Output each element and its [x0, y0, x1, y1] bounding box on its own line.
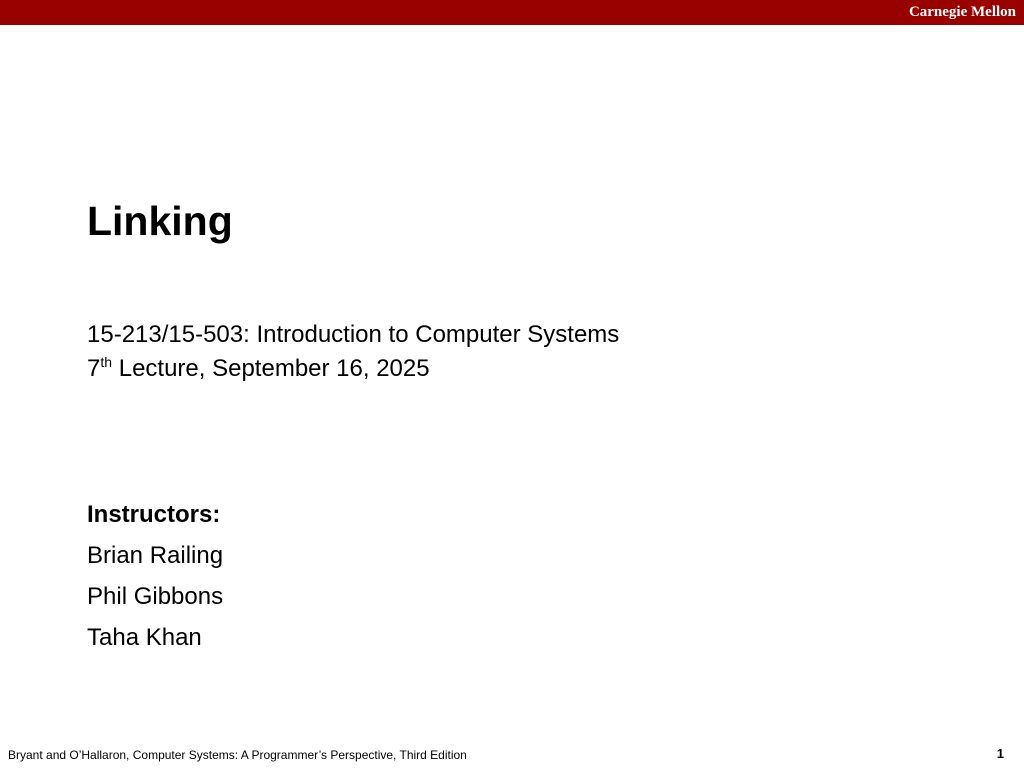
lecture-number: 7 — [87, 355, 101, 382]
instructors-heading: Instructors: — [87, 501, 221, 528]
lecture-line — [87, 352, 619, 386]
lecture-suffix: th — [100, 354, 113, 370]
course-line: 15-213/15-503: Introduction to Computer Systems — [87, 321, 620, 348]
course-info — [87, 318, 619, 386]
instructor-name: Phil Gibbons — [87, 583, 224, 610]
page-number: 1 — [996, 746, 1004, 761]
slide-title: Linking — [87, 198, 233, 244]
instructor-name: Brian Railing — [87, 542, 224, 569]
instructors-block — [87, 498, 223, 662]
lecture-details: Lecture, September 16, 2025 — [112, 355, 430, 382]
footer-citation: Bryant and O’Hallaron, Computer Systems: A Programmer’s Perspective, Third Edition — [8, 748, 467, 762]
brand-label: Carnegie Mellon — [908, 4, 1016, 20]
header-bar — [0, 0, 1024, 25]
instructor-name: Taha Khan — [87, 624, 202, 651]
